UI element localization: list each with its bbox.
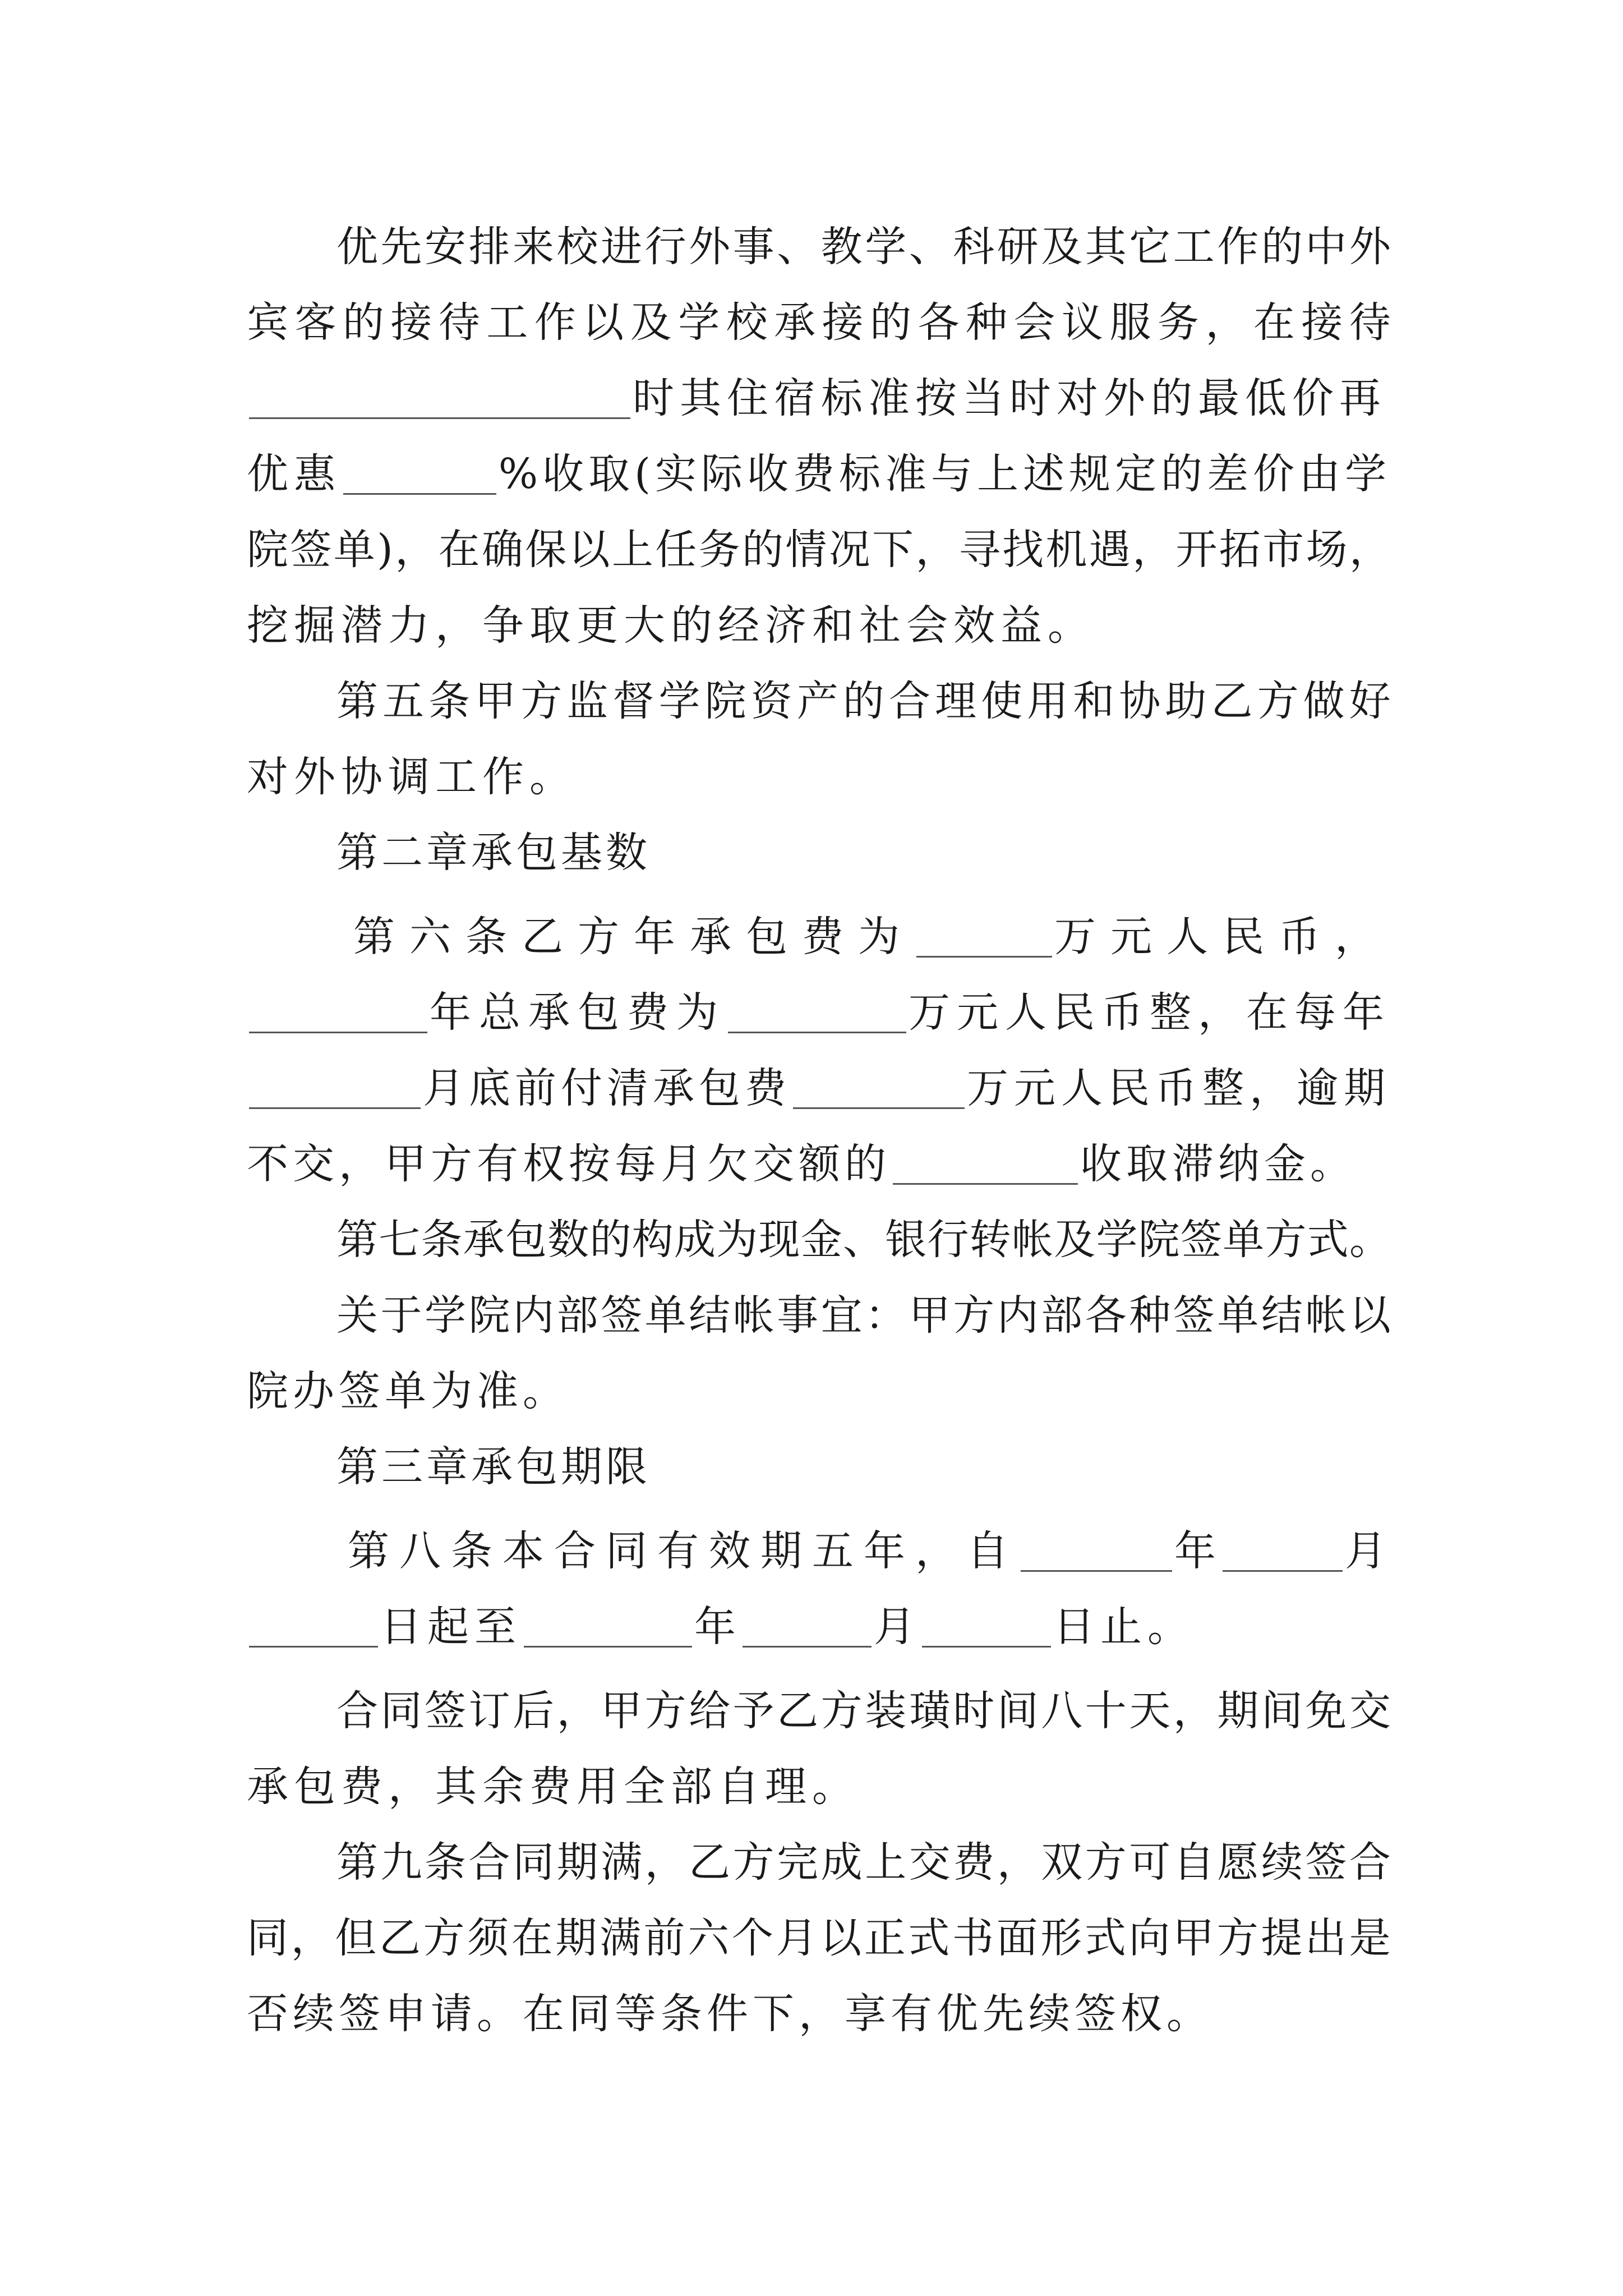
chapter-heading xyxy=(336,813,1391,892)
line-text: %收取(实际收费标准与上述规定的差价由学 xyxy=(498,450,1391,498)
paragraph-line xyxy=(348,1512,1391,1590)
paragraph-line: 第 九 条 合 同 期 满 ， 乙 方 完 成 上 交 费 ， 双 方 可 自 愿 续 签 合 xyxy=(336,1838,1391,1887)
line-text: 月底前付清承包费 xyxy=(423,1064,791,1112)
fill-in-blank[interactable] xyxy=(249,378,630,419)
paragraph-line xyxy=(247,1588,1391,1666)
paragraph-line xyxy=(247,435,1391,513)
line-text: 承包费，其余费用全部自理。 xyxy=(247,1763,859,1811)
line-text: 院办签单为准。 xyxy=(247,1367,569,1415)
line-text: 优惠 xyxy=(247,450,341,498)
line-text: 第三章承包期限 xyxy=(336,1443,651,1491)
paragraph-line xyxy=(247,586,1391,665)
fill-in-blank[interactable] xyxy=(249,1607,378,1648)
line-text: 日止。 xyxy=(1053,1603,1195,1651)
paragraph-line xyxy=(247,1049,1391,1128)
paragraph-line: 优 先 安 排 来 校 进 行 外 事 、 教 学 、 科 研 及 其 它 工 作 的 中 外 xyxy=(336,223,1391,271)
fill-in-blank[interactable] xyxy=(743,1607,872,1648)
chapter-heading xyxy=(336,1428,1391,1506)
line-text: 收取滞纳金。 xyxy=(1080,1140,1356,1188)
fill-in-blank[interactable] xyxy=(343,454,496,495)
line-text: 否续签申请。在同等条件下，享有优先续签权。 xyxy=(247,1990,1212,2038)
paragraph-line: 宾 客 的 接 待 工 作 以 及 学 校 承 接 的 各 种 会 议 服 务 ， 在 接 待 xyxy=(247,298,1391,347)
fill-in-blank[interactable] xyxy=(249,992,427,1033)
line-text: 万元人民币整，逾期 xyxy=(967,1064,1391,1112)
line-text: 月 xyxy=(1345,1527,1391,1575)
fill-in-blank[interactable] xyxy=(524,1607,692,1648)
paragraph-line xyxy=(247,973,1391,1052)
line-text: 第六条乙方年承包费为 xyxy=(353,913,914,961)
paragraph-line: 第 七 条 承 包 数 的 构 成 为 现 金 、 银 行 转 帐 及 学 院 签 单 方 式 。 xyxy=(336,1216,1391,1264)
line-text: 对外协调工作。 xyxy=(247,753,577,801)
paragraph-line: 院 签 单 ) ， 在 确 保 以 上 任 务 的 情 况 下 ， 寻 找 机 遇 ， 开 拓 市 场 ， xyxy=(247,526,1391,574)
fill-in-blank[interactable] xyxy=(916,917,1052,958)
paragraph-line xyxy=(247,1125,1391,1203)
line-text: 年总承包费为 xyxy=(430,988,726,1037)
paragraph-line xyxy=(247,359,1391,438)
paragraph-line: 关 于 学 院 内 部 签 单 结 帐 事 宜 ： 甲 方 内 部 各 种 签 单 结 帐 以 xyxy=(336,1291,1391,1340)
line-text: 第八条本合同有效期五年，自 xyxy=(348,1527,1018,1575)
paragraph-line: 第 五 条 甲 方 监 督 学 院 资 产 的 合 理 使 用 和 协 助 乙 方 做 好 xyxy=(336,677,1391,725)
line-text: 万元人民币， xyxy=(1054,913,1391,961)
line-text: 万元人民币整，在每年 xyxy=(909,988,1391,1037)
paragraph-line xyxy=(247,1747,1391,1826)
paragraph-line xyxy=(247,1975,1391,2053)
paragraph-line xyxy=(247,738,1391,816)
fill-in-blank[interactable] xyxy=(922,1607,1051,1648)
fill-in-blank[interactable] xyxy=(1223,1531,1343,1572)
fill-in-blank[interactable] xyxy=(728,992,906,1033)
fill-in-blank[interactable] xyxy=(249,1068,421,1109)
line-text: 月 xyxy=(874,1603,920,1651)
paragraph-line xyxy=(353,898,1391,976)
line-text: 不交，甲方有权按每月欠交额的 xyxy=(247,1140,891,1188)
line-text: 年 xyxy=(1174,1527,1220,1575)
fill-in-blank[interactable] xyxy=(793,1068,965,1109)
paragraph-line: 同 ， 但 乙 方 须 在 期 满 前 六 个 月 以 正 式 书 面 形 式 向 甲 方 提 出 是 xyxy=(247,1914,1391,1962)
line-text: 挖掘潜力，争取更大的经济和社会效益。 xyxy=(247,601,1095,650)
paragraph-line xyxy=(247,1352,1391,1430)
line-text: 日起至 xyxy=(380,1603,522,1651)
line-text: 时其住宿标准按当时对外的最低价再 xyxy=(633,374,1386,422)
fill-in-blank[interactable] xyxy=(893,1144,1078,1185)
line-text: 年 xyxy=(694,1603,740,1651)
paragraph-line: 合 同 签 订 后 ， 甲 方 给 予 乙 方 装 璜 时 间 八 十 天 ， 期 间 免 交 xyxy=(336,1687,1391,1735)
line-text: 第二章承包基数 xyxy=(336,829,651,877)
fill-in-blank[interactable] xyxy=(1021,1531,1172,1572)
